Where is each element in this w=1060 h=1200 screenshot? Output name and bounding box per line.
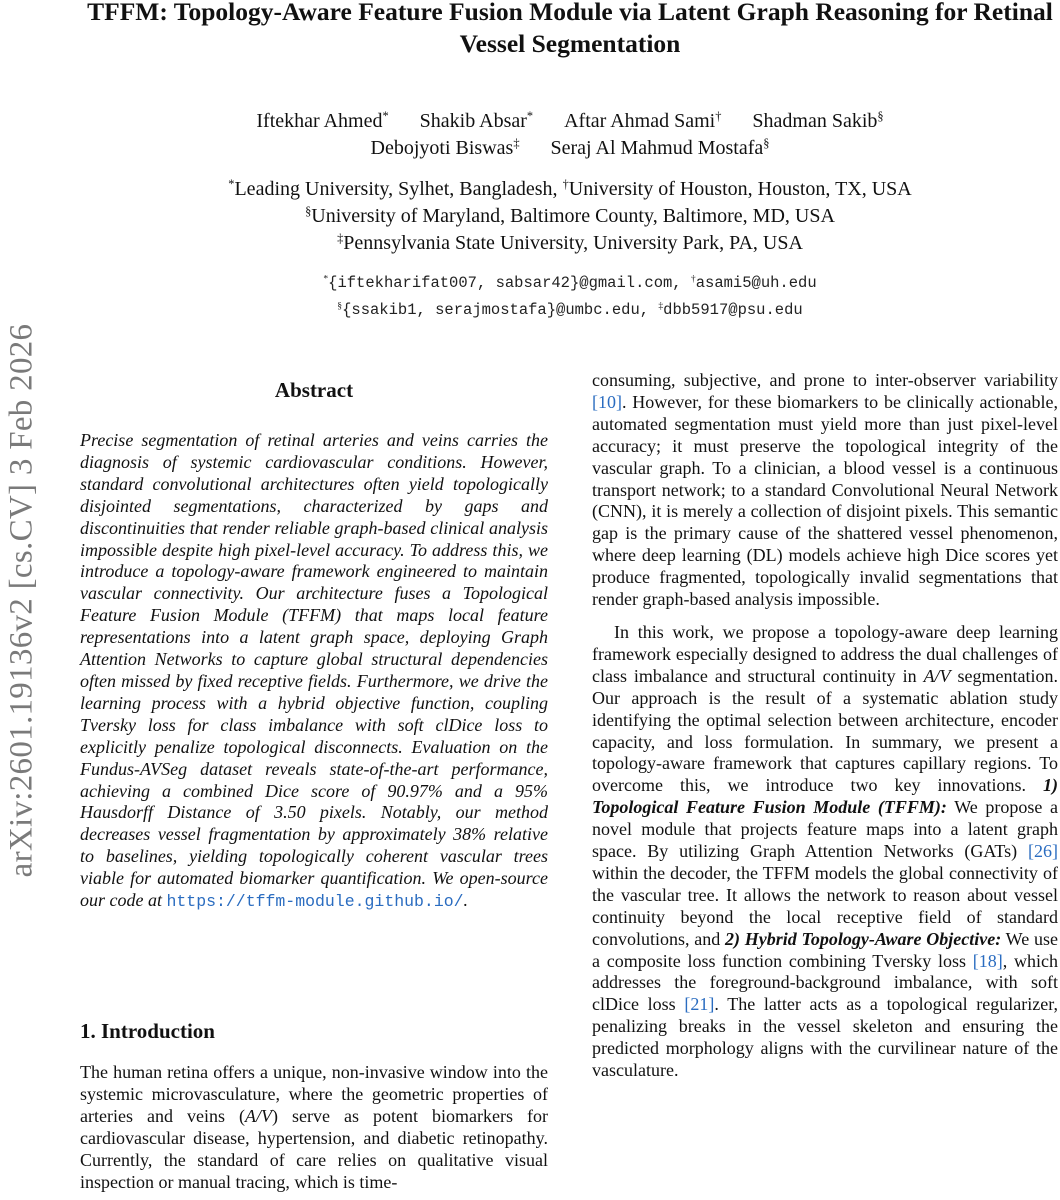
affiliation: University of Maryland, Baltimore County, Baltimore, MD, USA	[311, 205, 835, 227]
email-mark: †	[690, 273, 696, 285]
email-mark: ‡	[658, 300, 664, 312]
affil-mark: †	[562, 177, 569, 192]
arxiv-stamp: arXiv:2601.19136v2 [cs.CV] 3 Feb 2026	[3, 323, 40, 878]
contribution-label: 1) Topological Feature Fusion Module (TFFM):	[592, 775, 1058, 818]
author	[551, 137, 770, 159]
citation-link[interactable]: [10]	[592, 391, 622, 412]
contribution-label: 2) Hybrid Topology-Aware Objective:	[725, 928, 1002, 949]
author	[752, 110, 883, 132]
text-run: , which addresses the foreground-background imbalance, with soft clDice loss	[592, 950, 1058, 1015]
email: dbb5917@psu.edu	[663, 301, 803, 319]
affil-mark: §	[305, 204, 312, 219]
abstract-heading: Abstract	[274, 378, 354, 402]
math-symbol: A/V	[245, 1105, 272, 1126]
introduction-heading: 1. Introduction	[80, 1019, 215, 1043]
author	[420, 110, 533, 132]
code-url-link[interactable]: https://tffm-module.github.io/	[166, 892, 464, 912]
author-name: Shadman Sakib	[752, 110, 878, 132]
introduction-paragraph	[592, 370, 1058, 611]
paper-title: TFFM: Topology-Aware Feature Fusion Module via Latent Graph Reasoning for Retinal Vessel Segmentation	[87, 0, 1053, 58]
author	[564, 110, 721, 132]
affiliation: Pennsylvania State University, University Park, PA, USA	[343, 232, 803, 254]
math-symbol: A/V	[923, 665, 951, 686]
citation-link[interactable]: [26]	[1028, 841, 1058, 862]
email: {ssakib1, serajmostafa}@umbc.edu,	[342, 301, 650, 319]
author	[371, 137, 520, 159]
text-run: We use a composite loss function combining Tversky loss	[592, 928, 1058, 971]
email: asami5@uh.edu	[695, 274, 817, 292]
citation-link[interactable]: [21]	[684, 994, 715, 1015]
affil-mark: ‡	[337, 231, 344, 246]
text-run: segmentation. Our approach is the result of a systematic ablation study identifying the optimal selection between architecture, encoder capacity, and loss formulation. In summary, we present a topology-aware framework that captures capillary regions. To overcome this, we introduce two key innovations.	[592, 665, 1058, 796]
author-name: Iftekhar Ahmed	[256, 110, 383, 132]
email-mark: §	[337, 300, 343, 312]
affiliation: University of Houston, Houston, TX, USA	[568, 178, 912, 200]
text-run: The human retina offers a unique, non-invasive window into the systemic microvasculature, where the geometric properties of arteries and veins (	[80, 1062, 548, 1126]
author-name: Shakib Absar	[419, 110, 527, 132]
email-mark: *	[323, 273, 329, 285]
author-mark: *	[526, 109, 534, 124]
affil-mark: *	[228, 177, 235, 192]
text-run: within the decoder, the TFFM models the global connectivity of the vascular tree. It allows the network to reason about vessel continuity beyond the local receptive field of standard convolutions, and	[592, 862, 1058, 949]
emails	[80, 270, 1060, 324]
author-name: Debojyoti Biswas	[370, 137, 514, 159]
citation-link[interactable]: [18]	[972, 950, 1003, 971]
introduction-paragraph	[592, 622, 1058, 1082]
text-run: ) serve as potent biomarkers for cardiovascular disease, hypertension, and diabetic retinopathy. Currently, the standard of care relies on qualitative visual inspection or manual tracing, which is time-	[80, 1105, 548, 1192]
text-run: We propose a novel module that projects feature maps into a latent graph space. By utilizing Graph Attention Networks (GATs)	[592, 797, 1058, 862]
email: {iftekharifat007, sabsar42}@gmail.com,	[328, 274, 682, 292]
text-run: .	[463, 890, 469, 911]
affiliations	[80, 176, 1060, 257]
author-mark: *	[382, 109, 389, 124]
abstract-paragraph	[80, 430, 548, 913]
text-run: Precise segmentation of retinal arteries and veins carries the diagnosis of systemic cardiovascular conditions. However, standard convolutional architectures often yield topologically disjointed segmentations, characterized by gaps and discontinuities that render reliable graph-based clinical analysis impossible despite high pixel-level accuracy. To address this, we introduce a topology-aware framework engineered to maintain vascular connectivity. Our architecture fuses a Topological Feature Fusion Module (TFFM) that maps local feature representations into a latent graph space, deploying Graph Attention Networks to capture global structural dependencies often missed by fixed receptive fields. Furthermore, we drive the learning process with a hybrid objective function, coupling Tversky loss for class imbalance with soft clDice loss to explicitly penalize topological disconnects. Evaluation on the Fundus-AVSeg dataset reveals state-of-the-art performance, achieving a combined Dice score of 90.97% and a 95% Hausdorff Distance of 3.50 pixels. Notably, our method decreases vessel fragmentation by approximately 38% relative to baselines, yielding topologically coherent vascular trees viable for automated biomarker quantification. We open-source our code at	[80, 430, 548, 911]
author-mark: ‡	[513, 136, 520, 151]
text-run: consuming, subjective, and prone to inter-observer variability	[592, 370, 1058, 390]
text-run: In this work, we propose a topology-aware deep learning framework especially designed to address the dual challenges of class imbalance and structural continuity in	[592, 621, 1058, 686]
text-run: . However, for these biomarkers to be clinically actionable, automated segmentation must yield more than just pixel-level accuracy; it must preserve the topological integrity of the vascular graph. To a clinician, a blood vessel is a continuous transport network; to a standard Convolutional Neural Network (CNN), it is merely a collection of disjoint pixels. This semantic gap is the primary cause of the shattered vessel phenomenon, where deep learning (DL) models achieve high Dice scores yet produce fragmented, topologically invalid segmentations that render graph-based analysis impossible.	[592, 391, 1058, 610]
author-list	[80, 108, 1060, 162]
author-name: Seraj Al Mahmud Mostafa	[550, 137, 764, 159]
introduction-right-column	[592, 370, 1058, 1082]
author-mark: §	[763, 136, 770, 151]
author-name: Aftar Ahmad Sami	[564, 110, 716, 132]
text-run: . The latter acts as a topological regularizer, penalizing breaks in the vessel skeleton and ensuring the predicted morphology aligns with the curvilinear nature of the vasculature.	[592, 994, 1058, 1081]
author	[256, 110, 388, 132]
affiliation: Leading University, Sylhet, Bangladesh,	[234, 178, 558, 200]
abstract-body	[80, 430, 548, 913]
introduction-left-column	[80, 1062, 548, 1193]
author-mark: §	[877, 109, 884, 124]
author-mark: †	[715, 109, 722, 124]
introduction-paragraph	[80, 1062, 548, 1193]
